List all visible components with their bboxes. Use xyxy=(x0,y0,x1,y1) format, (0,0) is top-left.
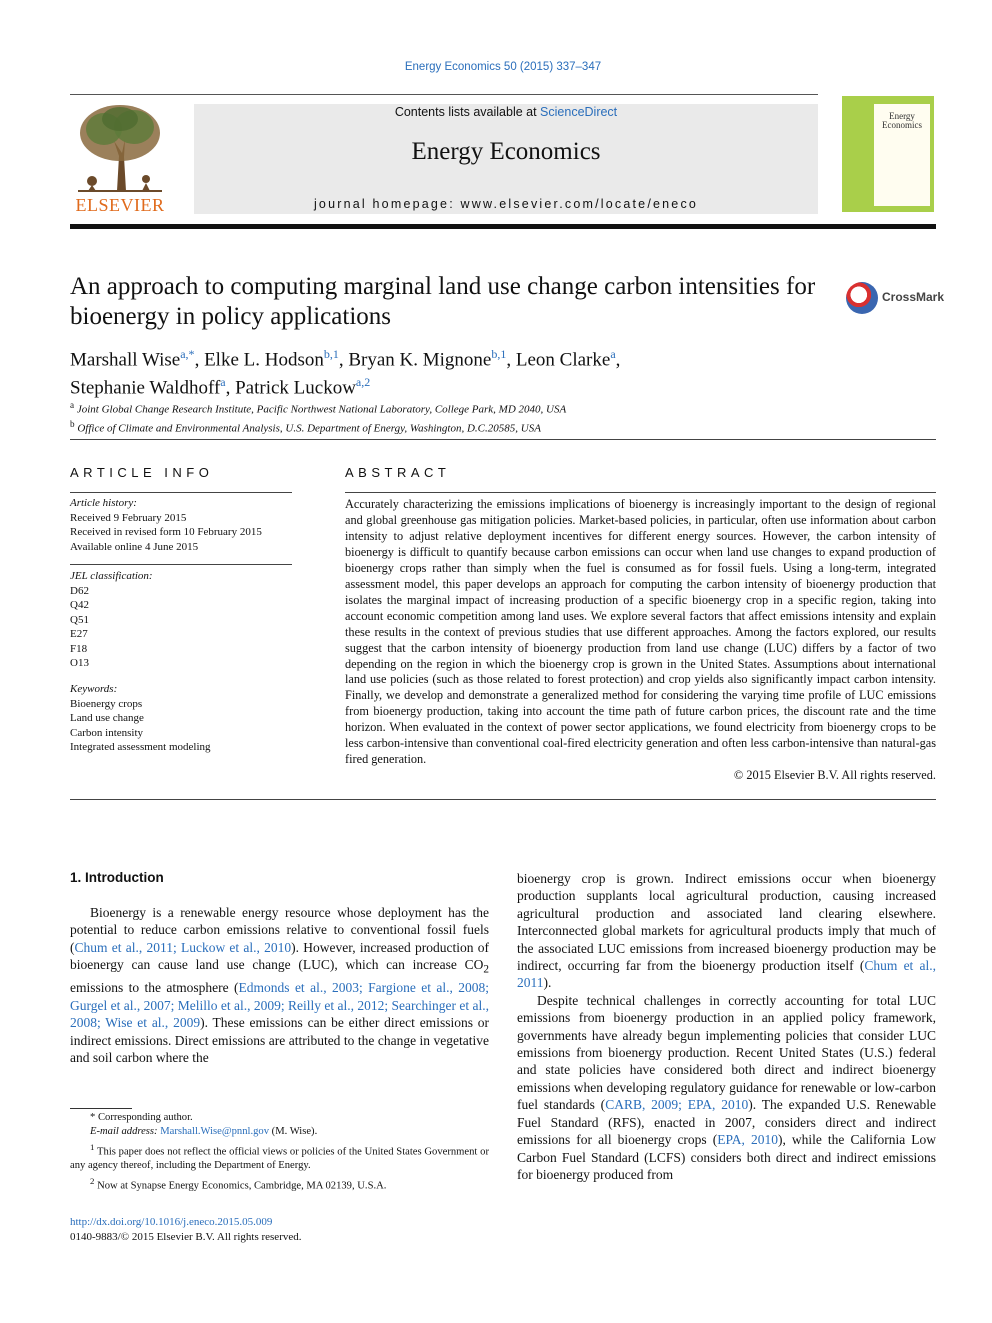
author-name[interactable]: Bryan K. Mignone xyxy=(348,349,492,371)
author-separator: , xyxy=(225,377,236,399)
jel-code: O13 xyxy=(70,657,89,669)
email-suffix: (M. Wise). xyxy=(269,1126,318,1138)
abstract-heading: ABSTRACT xyxy=(345,465,451,480)
jel-code: Q51 xyxy=(70,613,89,626)
author-affiliation-mark[interactable]: a xyxy=(610,347,616,361)
author-affiliation-mark[interactable]: b,1 xyxy=(491,347,507,361)
text-run: ). However, increased production of bioenergy can cause land use change (LUC), which can increase CO xyxy=(70,939,490,973)
contents-line xyxy=(194,105,818,119)
introduction-heading: 1. Introduction xyxy=(70,870,164,885)
keywords xyxy=(70,682,292,755)
journal-cover-page xyxy=(874,104,930,206)
keywords-heading: Keywords: xyxy=(70,683,118,695)
author-separator: , xyxy=(615,349,621,371)
article-info-rule xyxy=(70,492,292,493)
intro-paragraph xyxy=(70,904,489,1066)
author-separator: , xyxy=(338,349,349,371)
author-affiliation-mark[interactable]: b,1 xyxy=(323,347,339,361)
journal-citation-link[interactable]: Energy Economics 50 (2015) 337–347 xyxy=(404,61,602,73)
footnote-mark: * xyxy=(90,1112,96,1123)
article-title: An approach to computing marginal land use change carbon intensities for bioenergy in policy applications xyxy=(70,273,816,330)
issn-copyright: 0140-9883/© 2015 Elsevier B.V. All rights reserved. xyxy=(70,1231,302,1243)
text-run: ), while the California Low Carbon Fuel Standard (LCFS) considers both direct and indirect emissions for bioenergy produced from xyxy=(517,1132,937,1182)
journal-title: Energy Economics xyxy=(411,138,601,165)
jel-classification xyxy=(70,569,292,671)
contents-prefix: Contents lists available at xyxy=(394,105,541,119)
text-run: ). These emissions can be either direct emissions or indirect emissions. Direct emissions are attributed to the change in vegetative and soil carbon where the xyxy=(70,1015,489,1065)
intro-paragraph xyxy=(517,992,936,1183)
doi-block xyxy=(70,1215,302,1245)
citation-link[interactable]: Chum et al., 2011 xyxy=(517,958,936,991)
author-list xyxy=(70,343,830,400)
affiliation-text: Office of Climate and Environmental Analysis, U.S. Department of Energy, Washington, D.C.20585, USA xyxy=(77,422,541,435)
jel-code: Q42 xyxy=(70,599,89,611)
author-separator: , xyxy=(194,349,205,371)
email-link[interactable]: Marshall.Wise@pnnl.gov xyxy=(160,1126,270,1138)
citation-link[interactable]: Edmonds et al., 2003; Fargione et al., 2008; Gurgel et al., 2007; Melillo et al., 2009; Reilly et al., 2012; Searchinger et al., 2008; Wise et al., 2009 xyxy=(70,980,489,1031)
crossmark-label[interactable]: CrossMark xyxy=(882,290,945,304)
author-name[interactable]: Marshall Wise xyxy=(70,349,181,371)
author-name[interactable]: Stephanie Waldhoff xyxy=(70,377,221,399)
author-affiliation-mark[interactable]: a,2 xyxy=(355,375,371,390)
text-run: ). xyxy=(543,975,552,991)
affiliation-mark: b xyxy=(70,418,75,429)
footnotes xyxy=(70,1111,489,1194)
jel-heading: JEL classification: xyxy=(70,570,153,582)
subscript: 2 xyxy=(483,963,489,976)
author-affiliation-mark[interactable]: a xyxy=(220,375,226,390)
history-item: Received in revised form 10 February 2015 xyxy=(70,526,262,538)
author-affiliation-mark[interactable]: a,* xyxy=(180,347,195,361)
citation-link[interactable]: EPA, 2010 xyxy=(717,1132,778,1148)
divider xyxy=(70,799,936,800)
jel-code: E27 xyxy=(70,628,88,640)
cover-title: Energy Economics xyxy=(882,111,922,130)
intro-paragraph xyxy=(517,870,936,992)
header-top-rule xyxy=(70,94,818,95)
footnote-text: This paper does not reflect the official views or policies of the United States Government or any agency thereof, including the Department of Energy. xyxy=(70,1146,489,1172)
body-column-left xyxy=(70,904,489,1066)
footnote-mark: 2 xyxy=(90,1175,95,1186)
footnote-2 xyxy=(70,1174,489,1194)
email-label: E-mail address: xyxy=(90,1126,161,1138)
text-run: Despite technical challenges in correctly accounting for total LUC emissions from bioenergy production in an applied policy framework, governments have already begun implementing policies that consider LUC emissions from bioenergy production. Recent United States (U.S.) federal and state policies have considered both direct and indirect bioenergy emissions when developing regulatory guidance for renewable or low-carbon fuel standards ( xyxy=(517,992,936,1113)
citation-link[interactable]: CARB, 2009; EPA, 2010 xyxy=(605,1097,749,1113)
citation-link[interactable]: Chum et al., 2011; Luckow et al., 2010 xyxy=(74,939,292,955)
divider xyxy=(70,439,936,440)
journal-cover-thumbnail xyxy=(842,96,934,212)
doi-link[interactable]: http://dx.doi.org/10.1016/j.eneco.2015.05.009 xyxy=(70,1216,273,1228)
footnote-text: Now at Synapse Energy Economics, Cambridge, MA 02139, U.S.A. xyxy=(97,1180,387,1192)
keyword: Land use change xyxy=(70,712,144,724)
author-name[interactable]: Patrick Luckow xyxy=(235,377,356,399)
elsevier-wordmark: ELSEVIER xyxy=(75,195,165,215)
history-item: Received 9 February 2015 xyxy=(70,511,187,524)
article-info-heading: ARTICLE INFO xyxy=(70,465,214,480)
footnote-mark: 1 xyxy=(90,1141,95,1152)
article-history xyxy=(70,496,292,554)
text-run: ). The expanded U.S. Renewable Fuel Standard (RFS), enacted in 2007, considers direct and indirect emissions for all bioenergy crops ( xyxy=(517,1097,937,1148)
jel-code: D62 xyxy=(70,584,89,597)
author-separator: , xyxy=(506,349,516,371)
affiliation-b xyxy=(70,417,930,436)
crossmark-icon[interactable] xyxy=(846,282,878,314)
text-run: bioenergy crop is grown. Indirect emissions occur when bioenergy production supplants local agricultural production, causing increased agricultural production and associated land clearing elsewhere. Interconnected global markets for agricultural products imply that much of the associated LUC emissions from increased bioenergy production may be indirect, occurring far from the bioenergy production itself ( xyxy=(517,871,936,974)
author-name[interactable]: Elke L. Hodson xyxy=(204,349,324,371)
footnote-1 xyxy=(70,1140,489,1174)
sciencedirect-link[interactable]: ScienceDirect xyxy=(540,105,618,119)
affiliation-mark: a xyxy=(70,400,75,410)
abstract-rule xyxy=(345,492,936,493)
author-name[interactable]: Leon Clarke xyxy=(515,349,611,371)
abstract-copyright: © 2015 Elsevier B.V. All rights reserved. xyxy=(733,768,936,782)
body-column-right xyxy=(517,870,936,1183)
keyword: Bioenergy crops xyxy=(70,697,143,710)
abstract-text: Accurately characterizing the emissions implications of bioenergy is increasingly important to the design of regional and global greenhouse gas mitigation policies. Market-based policies, in particular, often use information about carbon intensity to adjust relative deployment incentives for different energy sources. However, the carbon intensity of bioenergy is difficult to quantify because carbon emissions can occur when land use changes to expand production of bioenergy crops rather than simply when the fuel is consumed as for fossil fuels. Using a long-term, integrated assessment model, this paper develops an approach for computing the carbon intensity of bioenergy production that isolates the marginal impact of increasing production of a specific bioenergy crop in a specific region, taking into account economic competition among land uses. We explore several factors that affect emissions intensity and explain these results in the context of previous studies that use different approaches. Among the factors explored, our results suggest that the carbon intensity of bioenergy production from land use change (LUC) differs by a factor of two depending on the region in which the bioenergy crop is grown in the United States. Assumptions about international land use policies (such as those related to forest protection) and crop yields also significantly impact carbon intensity. Finally, we develop and demonstrate a generalized method for considering the varying time profile of LUC emissions from bioenergy production, taking into account the time path of future carbon prices, the discount rate and the time horizon. When evaluated in the context of power sector applications, we found electricity from bioenergy crops to be less carbon-intensive than conventional coal-fired electricity generation and often less carbon-intensive than natural-gas fired generation. xyxy=(345,497,936,767)
affiliation-a xyxy=(70,398,930,417)
affiliations xyxy=(70,398,930,435)
text-run: Bioenergy is a renewable energy resource whose deployment has the potential to reduce carbon emissions relative to conventional fossil fuels ( xyxy=(70,905,489,955)
footnote-email xyxy=(70,1125,489,1139)
header-thick-rule xyxy=(70,224,936,229)
affiliation-text: Joint Global Change Research Institute, Pacific Northwest National Laboratory, College Park, MD 2040, USA xyxy=(76,403,567,416)
history-item: Available online 4 June 2015 xyxy=(70,540,199,553)
footnote-text: Corresponding author. xyxy=(97,1112,193,1123)
text-run: emissions to the atmosphere ( xyxy=(70,980,239,996)
journal-homepage[interactable]: journal homepage: www.elsevier.com/locate/eneco xyxy=(313,197,699,211)
jel-code: F18 xyxy=(70,642,88,655)
history-rule xyxy=(70,564,292,565)
footnote-corresponding xyxy=(70,1111,489,1125)
history-heading: Article history: xyxy=(70,497,137,509)
keyword: Carbon intensity xyxy=(70,726,144,739)
keyword: Integrated assessment modeling xyxy=(70,741,211,753)
footnote-rule xyxy=(70,1108,132,1109)
